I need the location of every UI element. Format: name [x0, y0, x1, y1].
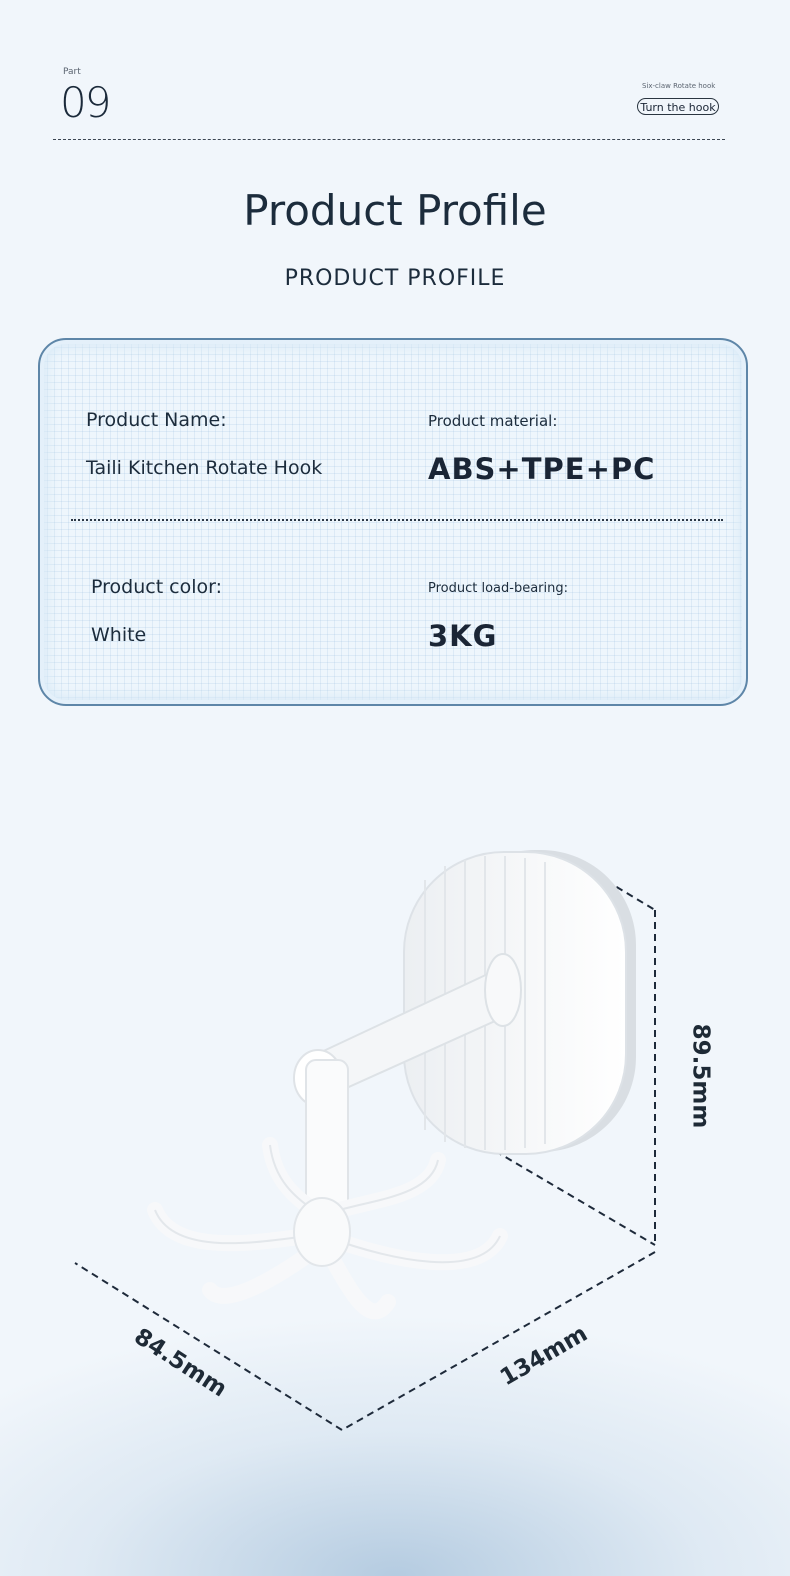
product-name-value: Taili Kitchen Rotate Hook: [86, 457, 323, 479]
product-name-label: Product Name:: [86, 409, 227, 431]
header-divider: [53, 139, 725, 140]
product-color-value: White: [91, 624, 147, 646]
height-dimension: 89.5mm: [687, 1023, 714, 1129]
product-subtitle: Six-claw Rotate hook: [642, 82, 716, 90]
product-color-label: Product color:: [91, 576, 223, 598]
card-divider: [71, 519, 723, 521]
product-material-label: Product material:: [428, 412, 558, 430]
product-illustration: [0, 800, 790, 1500]
page-subtitle: PRODUCT PROFILE: [284, 266, 506, 291]
page-title: Product Profile: [243, 186, 547, 235]
product-load-value: 3KG: [428, 619, 498, 653]
width-dimension: 134mm: [495, 1320, 593, 1392]
turn-hook-badge: Turn the hook: [637, 98, 719, 115]
part-label: Part: [63, 67, 81, 77]
profile-card: [38, 338, 748, 706]
claw-hub: [294, 1198, 350, 1266]
part-number: 09: [60, 78, 110, 127]
depth-dimension: 84.5mm: [129, 1323, 232, 1403]
product-material-value: ABS+TPE+PC: [428, 452, 656, 486]
product-load-label: Product load-bearing:: [428, 581, 569, 596]
